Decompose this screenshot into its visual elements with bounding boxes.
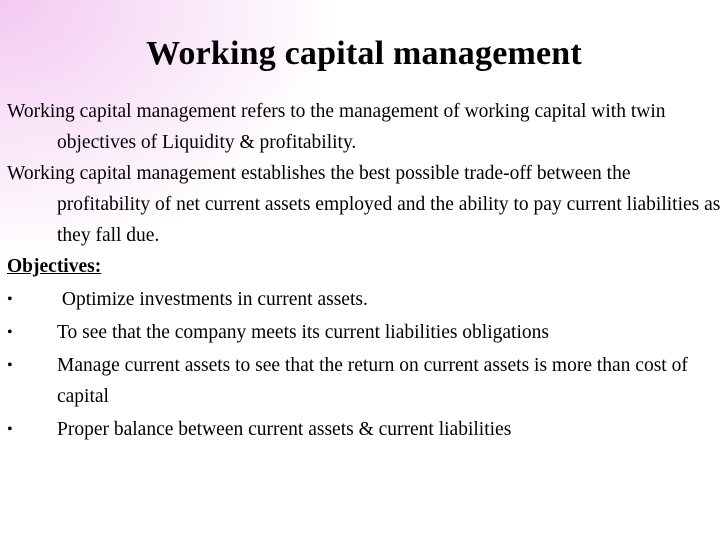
objectives-list bbox=[7, 284, 722, 445]
list-item-text: To see that the company meets its current liabilities obligations bbox=[57, 322, 549, 343]
objectives-heading: Objectives: bbox=[7, 256, 102, 277]
tradeoff-paragraph: Working capital management establishes the best possible trade-off between the profitability of net current assets employed and the ability to pay current liabilities as they fall due. bbox=[7, 163, 721, 246]
slide-title bbox=[0, 34, 728, 74]
list-item bbox=[7, 284, 722, 315]
list-item bbox=[7, 350, 722, 412]
bullet-icon: • bbox=[7, 421, 13, 438]
list-item-text: Proper balance between current assets & current liabilities bbox=[57, 419, 512, 440]
list-item-text: Optimize investments in current assets. bbox=[57, 289, 368, 310]
bullet-icon: • bbox=[7, 324, 13, 341]
definition-paragraph: Working capital management refers to the management of working capital with twin objectives of Liquidity & profitability. bbox=[7, 101, 666, 153]
slide-title-text: Working capital management bbox=[146, 35, 582, 72]
list-item bbox=[7, 414, 722, 445]
list-item bbox=[7, 317, 722, 348]
slide-body bbox=[7, 96, 722, 445]
list-item-text: Manage current assets to see that the return on current assets is more than cost of capital bbox=[57, 355, 688, 407]
bullet-icon: • bbox=[7, 291, 13, 308]
bullet-icon: • bbox=[7, 357, 13, 374]
